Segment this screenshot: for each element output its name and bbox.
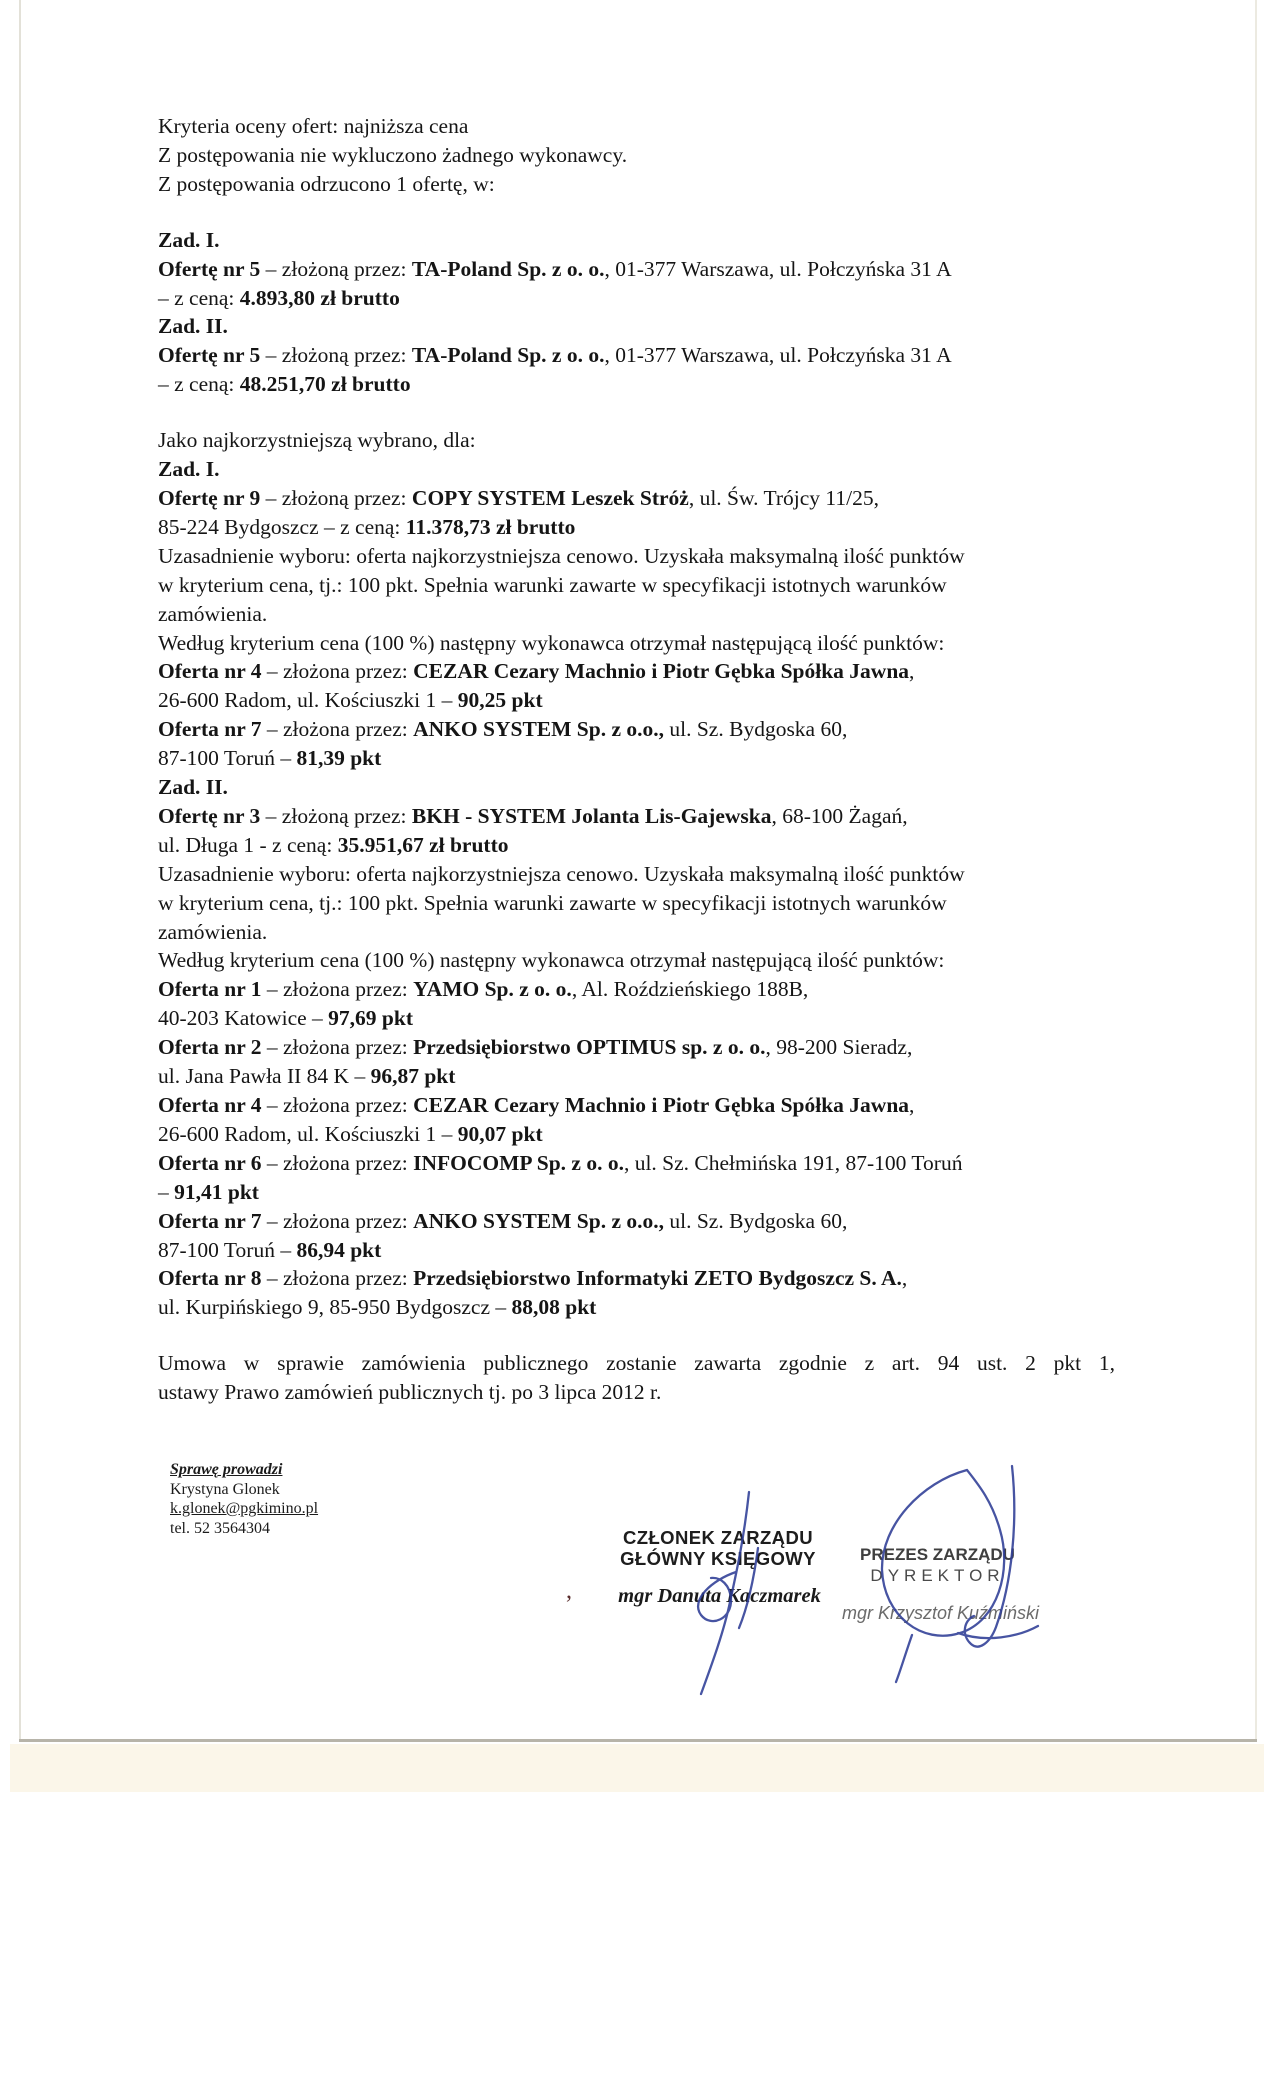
doc-line-6: – z ceną: 4.893,80 zł brutto xyxy=(158,285,400,310)
doc-line-13: 85-224 Bydgoszcz – z ceną: 11.378,73 zł brutto xyxy=(158,514,576,539)
doc-line-22: Zad. II. xyxy=(158,775,228,800)
stamp-president xyxy=(845,1545,1030,1586)
doc-line-26: w kryterium cena, tj.: 100 pkt. Spełnia warunki zawarte w specyfikacji istotnych warunków xyxy=(158,890,947,915)
scanner-background-strip xyxy=(10,1744,1264,1792)
doc-line-24: ul. Długa 1 - z ceną: 35.951,67 zł brutto xyxy=(158,832,509,857)
case-handler-phone: tel. 52 3564304 xyxy=(170,1519,270,1537)
stamp-board-member-title1: CZŁONEK ZARZĄDU xyxy=(623,1527,813,1548)
doc-line-36: – 91,41 pkt xyxy=(158,1179,259,1204)
stamp-president-title2: DYREKTOR xyxy=(870,1565,1005,1585)
doc-line-17: Według kryterium cena (100 %) następny wykonawca otrzymał następującą ilość punktów: xyxy=(158,630,945,655)
doc-line-16: zamówienia. xyxy=(158,601,268,626)
handwritten-signatures xyxy=(560,1430,1120,1720)
doc-line-11: Zad. I. xyxy=(158,457,220,482)
doc-line-28: Według kryterium cena (100 %) następny wykonawca otrzymał następującą ilość punktów: xyxy=(158,948,945,973)
doc-line-7: Zad. II. xyxy=(158,314,228,339)
doc-line-5: Ofertę nr 5 – złożoną przez: TA-Poland Sp. z o. o., 01-377 Warszawa, ul. Połczyńska 31 A xyxy=(158,256,952,281)
doc-line-37: Oferta nr 7 – złożona przez: ANKO SYSTEM Sp. z o.o., ul. Sz. Bydgoska 60, xyxy=(158,1208,848,1233)
doc-line-23: Ofertę nr 3 – złożoną przez: BKH - SYSTEM Jolanta Lis-Gajewska, 68-100 Żagań, xyxy=(158,803,908,828)
doc-line-10: Jako najkorzystniejszą wybrano, dla: xyxy=(158,428,476,453)
doc-line-2: Z postępowania nie wykluczono żadnego wykonawcy. xyxy=(158,142,628,167)
doc-line-4: Zad. I. xyxy=(158,227,220,252)
doc-line-41: Umowa w sprawie zamówienia publicznego zostanie zawarta zgodnie z art. 94 ust. 2 pkt 1, xyxy=(158,1351,1115,1376)
doc-line-3: Z postępowania odrzucono 1 ofertę, w: xyxy=(158,171,495,196)
doc-line-25: Uzasadnienie wyboru: oferta najkorzystniejsza cenowo. Uzyskała maksymalną ilość punktów xyxy=(158,861,965,886)
doc-line-21: 87-100 Toruń – 81,39 pkt xyxy=(158,746,382,771)
doc-line-42: ustawy Prawo zamówień publicznych tj. po 3 lipca 2012 r. xyxy=(158,1380,662,1405)
doc-line-14: Uzasadnienie wyboru: oferta najkorzystniejsza cenowo. Uzyskała maksymalną ilość punktów xyxy=(158,543,965,568)
page-edge-left xyxy=(19,0,21,1742)
doc-line-40: ul. Kurpińskiego 9, 85-950 Bydgoszcz – 88,08 pkt xyxy=(158,1295,597,1320)
document-body xyxy=(158,112,1218,1407)
doc-line-1: Kryteria oceny ofert: najniższa cena xyxy=(158,114,469,138)
doc-line-20: Oferta nr 7 – złożona przez: ANKO SYSTEM Sp. z o.o., ul. Sz. Bydgoska 60, xyxy=(158,717,848,742)
case-handler-name: Krystyna Glonek xyxy=(170,1480,280,1498)
doc-line-8: Ofertę nr 5 – złożoną przez: TA-Poland Sp. z o. o., 01-377 Warszawa, ul. Połczyńska 31 A xyxy=(158,343,952,368)
doc-line-15: w kryterium cena, tj.: 100 pkt. Spełnia warunki zawarte w specyfikacji istotnych warunków xyxy=(158,572,947,597)
case-handler-email: k.glonek@pgkimino.pl xyxy=(170,1500,319,1517)
page-edge-right xyxy=(1255,0,1257,1742)
doc-line-34: 26-600 Radom, ul. Kościuszki 1 – 90,07 pkt xyxy=(158,1121,543,1146)
doc-line-12: Ofertę nr 9 – złożoną przez: COPY SYSTEM Leszek Stróż, ul. Św. Trójcy 11/25, xyxy=(158,485,879,510)
signer-name-left: mgr Danuta Kaczmarek xyxy=(618,1585,821,1607)
doc-line-27: zamówienia. xyxy=(158,919,268,944)
signer-name-right: mgr Krzysztof Kuźmiński xyxy=(841,1603,1040,1623)
case-handler-block xyxy=(170,1460,318,1538)
doc-line-31: Oferta nr 2 – złożona przez: Przedsiębiorstwo OPTIMUS sp. z o. o., 98-200 Sieradz, xyxy=(158,1035,913,1060)
doc-line-32: ul. Jana Pawła II 84 K – 96,87 pkt xyxy=(158,1064,456,1089)
doc-line-9: – z ceną: 48.251,70 zł brutto xyxy=(158,372,411,397)
stamp-president-title1: PREZES ZARZĄDU xyxy=(860,1545,1015,1564)
stamp-board-member-title2: GŁÓWNY KSIĘGOWY xyxy=(620,1548,816,1569)
doc-line-19: 26-600 Radom, ul. Kościuszki 1 – 90,25 pkt xyxy=(158,688,543,713)
page-edge-bottom xyxy=(19,1739,1257,1742)
doc-line-18: Oferta nr 4 – złożona przez: CEZAR Cezary Machnio i Piotr Gębka Spółka Jawna, xyxy=(158,659,915,684)
doc-line-35: Oferta nr 6 – złożona przez: INFOCOMP Sp. z o. o., ul. Sz. Chełmińska 191, 87-100 Toruń xyxy=(158,1150,963,1175)
doc-line-29: Oferta nr 1 – złożona przez: YAMO Sp. z o. o., Al. Roździeńskiego 188B, xyxy=(158,977,809,1002)
stray-ink-mark: , xyxy=(566,1578,572,1604)
doc-line-30: 40-203 Katowice – 97,69 pkt xyxy=(158,1006,413,1031)
doc-line-38: 87-100 Toruń – 86,94 pkt xyxy=(158,1237,382,1262)
doc-line-33: Oferta nr 4 – złożona przez: CEZAR Cezary Machnio i Piotr Gębka Spółka Jawna, xyxy=(158,1093,915,1117)
case-handler-label: Sprawę prowadzi xyxy=(170,1461,283,1478)
stamp-board-member xyxy=(598,1527,838,1569)
doc-line-39: Oferta nr 8 – złożona przez: Przedsiębiorstwo Informatyki ZETO Bydgoszcz S. A., xyxy=(158,1266,908,1291)
